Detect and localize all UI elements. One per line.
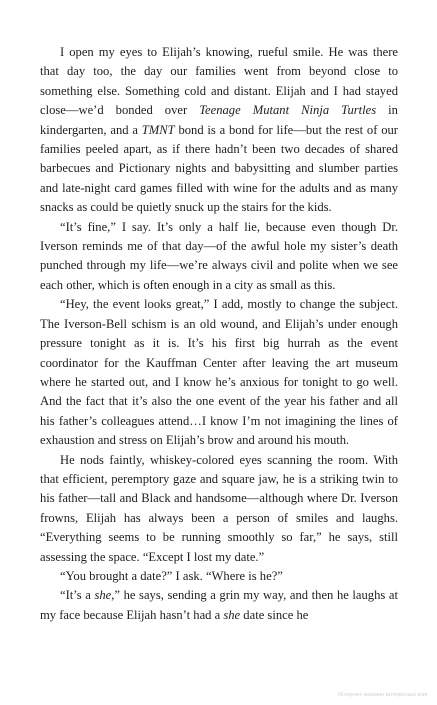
book-page-body — [40, 43, 398, 625]
paragraph-6-text-b: ,” he says, sending a grin my way, and then he laughs at my face because Elijah hasn’t had a — [40, 588, 398, 622]
paragraph-1 — [40, 43, 398, 218]
paragraph-2-text: “It’s fine,” I say. It’s only a half lie, because even though Dr. Iverson reminds me of that day—of the awful hole my sister’s death punched through my life—we’re always civil and polite when we see each other, which is often enough in a city as small as this. — [40, 219, 398, 292]
paragraph-5 — [40, 567, 398, 586]
paragraph-1-italic-abbrev: TMNT — [141, 122, 175, 137]
paragraph-1-italic-title: Teenage Mutant Ninja Turtles — [199, 103, 377, 118]
paragraph-2 — [40, 218, 398, 296]
paragraph-4 — [40, 451, 398, 567]
paragraph-5-text: “You brought a date?” I ask. “Where is he?” — [60, 568, 283, 583]
watermark: Интернет-магазин интересных книг — [338, 692, 428, 698]
paragraph-3-text: “Hey, the event looks great,” I add, mostly to change the subject. The Iverson-Bell schism is an old wound, and Elijah’s under enough pressure tonight as it is. It’s his first big hurrah as the event coordinator for the Kauffman Center after leaving the art museum where he started out, and I know he’s anxious for tonight to go well. And the fact that it’s also the one event of the year his father and all his father’s colleagues attend…I know I’m not imagining the lines of exhaustion and stress on Elijah’s brow and around his mouth. — [40, 297, 398, 448]
paragraph-6 — [40, 586, 398, 625]
paragraph-1-text-b: in kindergarten, and a — [40, 103, 398, 137]
paragraph-6-text-c: date since he — [240, 607, 309, 622]
paragraph-6-text-a: “It’s a — [60, 588, 95, 603]
paragraph-3 — [40, 295, 398, 450]
paragraph-6-italic-she-2: she — [223, 607, 241, 622]
paragraph-6-italic-she-1: she — [94, 588, 112, 603]
paragraph-1-text-a: I open my eyes to Elijah’s knowing, rueful smile. He was there that day too, the day our families went from beyond close to something else. Something cold and distant. Elijah and I had stayed close—we’d bonded over — [40, 45, 398, 118]
paragraph-1-text-c: bond is a bond for life—but the rest of our families peeled apart, as if there hadn’t been two decades of shared barbecues and Pictionary nights and babysitting and slumber parties and late-night card games filled with wine for the adults and as many snacks as could be quietly snuck up the stairs for the kids. — [40, 122, 398, 215]
paragraph-4-text: He nods faintly, whiskey-colored eyes scanning the room. With that efficient, peremptory gaze and square jaw, he is a striking twin to his father—tall and Black and handsome—although where Dr. Iverson frowns, Elijah has always been a person of smiles and laughs. “Everything seems to be running smoothly so far,” he says, still assessing the space. “Except I lost my date.” — [40, 452, 398, 564]
